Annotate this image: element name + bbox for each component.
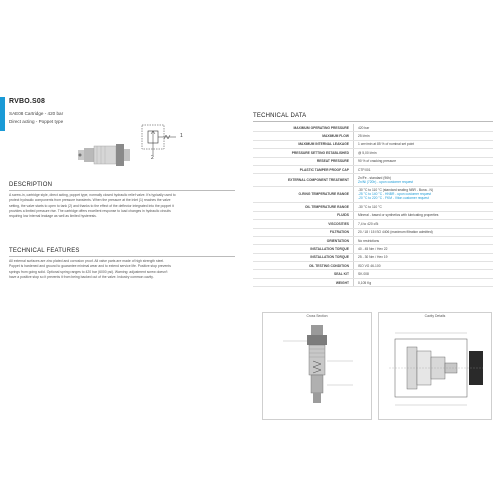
spec-value [353,229,493,236]
spec-label: FLUIDS [337,213,349,218]
spec-value [353,141,493,148]
spec-row [253,124,493,132]
spec-row [253,203,493,211]
features-line: have a positive stop so it prevents it from being backed out of the valve. Industry common cavity. [9,274,154,279]
cavity-details-icon [379,321,491,417]
spec-value [353,132,493,139]
spec-row [253,279,493,287]
spec-label: WEIGHT [335,280,349,285]
features-divider [9,256,235,257]
spec-row [253,220,493,228]
technical-data-table [253,124,493,287]
spec-row [253,141,493,149]
spec-row [253,187,493,204]
features-line: springs from going solid. Optional spring ranges to 420 bar (6000 psi). Warning: adjustment screw doesn't [9,269,168,274]
spec-label: MAXIMUM FLOW [322,134,349,139]
spec-label: SEAL KIT [334,272,349,277]
features-line: Poppet is hardened and ground to guarantee minimal wear and to extend service life. Positive stop prevents [9,264,171,269]
spec-label: INSTALLATION TORQUE [310,246,349,251]
description-line: protect hydraulic components from pressure transients. When the pressure at the inlet (1) reaches the valve [9,198,171,203]
spec-value-line: 40 - 45 Nm / Hex 22 [358,246,388,251]
spec-row [253,212,493,220]
spec-label: VISCOSITIES [328,221,349,226]
cartridge-spec: SAE08 Cartridge - 420 bar [9,111,64,116]
cross-section-icon [263,321,371,417]
description-line: setting, the valve starts to open to tank (2) and thanks to the effect of the deflector integrated into the poppet it [9,203,174,208]
spec-value-line: No restrictions [358,238,380,243]
spec-label: INSTALLATION TORQUE [310,255,349,260]
spec-row [253,262,493,270]
spec-value-line: ISO VG 46-100 [358,263,381,268]
spec-value-line: 25 l/min [358,134,370,139]
spec-label: MAXIMUM INTERNAL LEAKAGE [298,142,349,147]
spec-label: EXTERNAL COMPONENT TREATMENT [287,177,349,182]
spec-value [353,279,493,286]
spec-value [353,124,493,131]
spec-row [253,254,493,262]
spec-value [353,212,493,219]
spec-row [253,229,493,237]
technical-data-title: TECHNICAL DATA [253,113,307,119]
spec-value [353,149,493,156]
spec-value-line: 420 bar [358,125,370,130]
spec-value-line: -30 °C to 110 °C (standard sealing NBR - Buna - N) [358,188,433,193]
spec-value-line: 20 / 18 / 15 ISO 4406 (maximum filtration admitted) [358,230,433,235]
spec-value-line: 7,4 to 420 cSt [358,221,379,226]
cavity-details-drawing [378,312,492,420]
description-line: requiring low internal leakage as well as limited hysteresis. [9,214,97,219]
spec-value-line: 90 % of cracking pressure [358,159,397,164]
spec-value [353,237,493,244]
spec-label: PRESSURE SETTING ESTABLISHED [291,150,349,155]
spec-row [253,245,493,253]
spec-value [353,187,493,203]
spec-value [353,262,493,269]
spec-label: PLASTIC TAMPER PROOF CAP [299,167,349,172]
spec-value [353,270,493,277]
spec-value-line: @ 5,00 l/min [358,150,377,155]
description-divider [9,190,235,191]
spec-label: RESEAT PRESSURE [316,159,349,164]
description-line: A screw-in, cartridge style, direct acting, poppet type, normally closed hydraulic relief valve. It's typically used to [9,193,176,197]
spec-value [353,254,493,261]
port-2-label: 2 [151,155,154,161]
accent-bar [0,97,5,131]
description-text [9,193,235,219]
spec-value-line: -20 °C to 220 °C - FKM - Viton customer request [358,196,429,201]
spec-value [353,166,493,173]
port-1-label: 1 [180,133,183,139]
features-title: TECHNICAL FEATURES [9,248,80,254]
spec-row [253,174,493,186]
spec-value [353,220,493,227]
spec-label: MAXIMUM OPERATING PRESSURE [293,125,349,130]
spec-value [353,158,493,165]
technical-data-divider [253,121,493,122]
spec-label: O-RING TEMPERATURE RANGE [298,192,349,197]
spec-value-line: Zn/Ni (720h) - upon customer request [358,179,413,184]
spec-row [253,132,493,140]
spec-row [253,237,493,245]
cross-section-drawing [262,312,372,420]
spec-value-line: -25 °C to 140 °C - HNBR - upon customer request [358,192,431,197]
spec-label: OIL TESTING CONDITION [308,263,349,268]
spec-value-line: SK.008 [358,272,369,277]
model-code: RVBO.S08 [9,98,46,105]
spec-label: OIL TEMPERATURE RANGE [304,205,349,210]
cross-section-title: Cross Section [306,314,328,318]
spec-row [253,149,493,157]
features-text [9,259,235,280]
spec-value-line: 1 cm³/min at 85 % of nominal set point [358,142,415,147]
spec-value [353,174,493,185]
spec-value-line: CTP.001 [358,167,371,172]
spec-row [253,158,493,166]
description-title: DESCRIPTION [9,182,53,188]
cavity-details-title: Cavity Details [424,314,446,318]
spec-value [353,203,493,210]
spec-label: FILTRATION [329,230,349,235]
spec-value-line: 0,105 Kg [358,280,372,285]
spec-value [353,245,493,252]
spec-value-line: Mineral - based or synthetics with lubricating properties [358,213,439,218]
hydraulic-symbol-icon [128,115,188,163]
spec-row [253,166,493,174]
features-line: All external surfaces are zinc plated and corrosion proof. All valve parts are made of high strength steel. [9,259,165,263]
spec-row [253,270,493,278]
spec-value-line: -30 °C to 110 °C [358,205,382,210]
spec-value-line: 25 - 30 Nm / Hex 19 [358,255,388,260]
description-line: provides a limited pressure rise. The cartridge offers excellent response to load changes in hydraulic circuits [9,208,171,213]
cartridge-type: Direct acting - Poppet type [9,119,64,124]
spec-value-line: Zn/Fe - standard (96h) [358,175,391,180]
spec-label: ORIENTATION [326,238,349,243]
